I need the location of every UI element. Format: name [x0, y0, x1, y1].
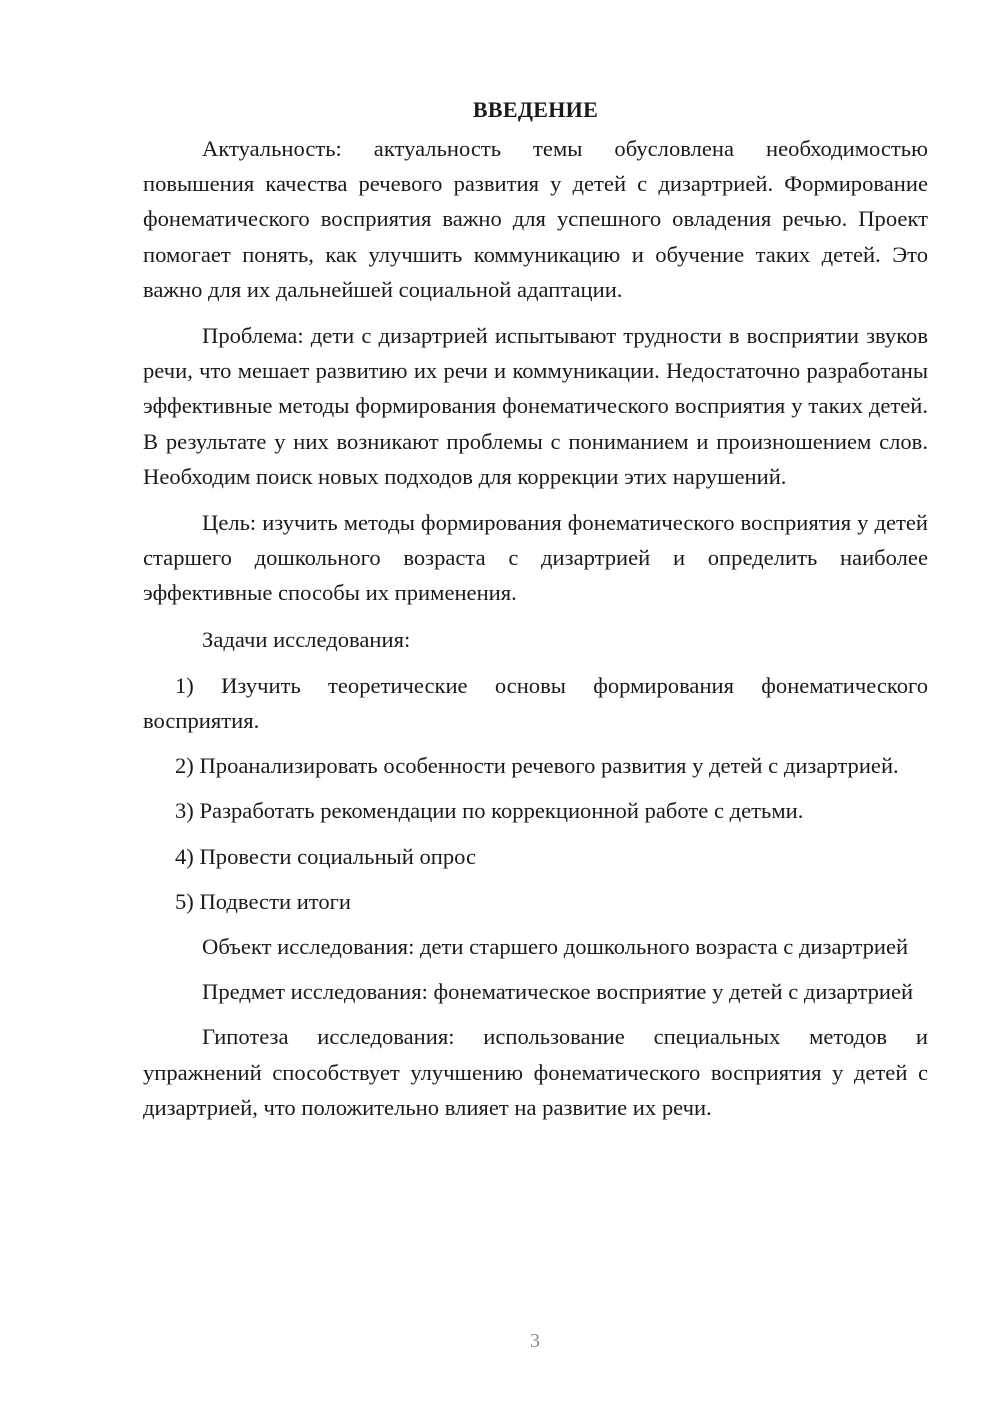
page-number: 3 [530, 1330, 540, 1352]
page-content [143, 92, 928, 1125]
paragraph-subject: Предмет исследования: фонематическое восприятие у детей с дизартрией [202, 979, 914, 1005]
paragraph-hypothesis: Гипотеза исследования: использование специальных методов и упражнений способствует улучшению фонематического восприятия у детей с дизартрией, что положительно влияет на развитие их речи. [143, 1024, 928, 1120]
paragraph-goal: Цель: изучить методы формирования фонематического восприятия у детей старшего дошкольного возраста с дизартрией и определить наиболее эффективные способы их применения. [143, 510, 928, 606]
paragraph-object: Объект исследования: дети старшего дошкольного возраста с дизартрией [202, 934, 909, 960]
page-title: ВВЕДЕНИЕ [472, 97, 599, 122]
task-item: 1) Изучить теоретические основы формирования фонематического восприятия. [143, 672, 928, 734]
paragraph-problem: Проблема: дети с дизартрией испытывают трудности в восприятии звуков речи, что мешает развитию их речи и коммуникации. Недостаточно разработаны эффективные методы формирования фонематического восприятия у таких детей. В результате у них возникают проблемы с пониманием и произношением слов. Необходим поиск новых подходов для коррекции этих нарушений. [143, 323, 928, 489]
paragraph-relevance: Актуальность: актуальность темы обусловлена необходимостью повышения качества речевого развития у детей с дизартрией. Формирование фонематического восприятия важно для успешного овладения речью. Проект помогает понять, как улучшить коммуникацию и обучение таких детей. Это важно для их дальнейшей социальной адаптации. [143, 136, 928, 302]
task-item: 4) Провести социальный опрос [175, 843, 477, 869]
task-item: 3) Разработать рекомендации по коррекционной работе с детьми. [175, 798, 804, 824]
tasks-heading: Задачи исследования: [202, 626, 411, 652]
task-item: 5) Подвести итоги [175, 888, 352, 914]
task-item: 2) Проанализировать особенности речевого развития у детей с дизартрией. [175, 753, 899, 779]
